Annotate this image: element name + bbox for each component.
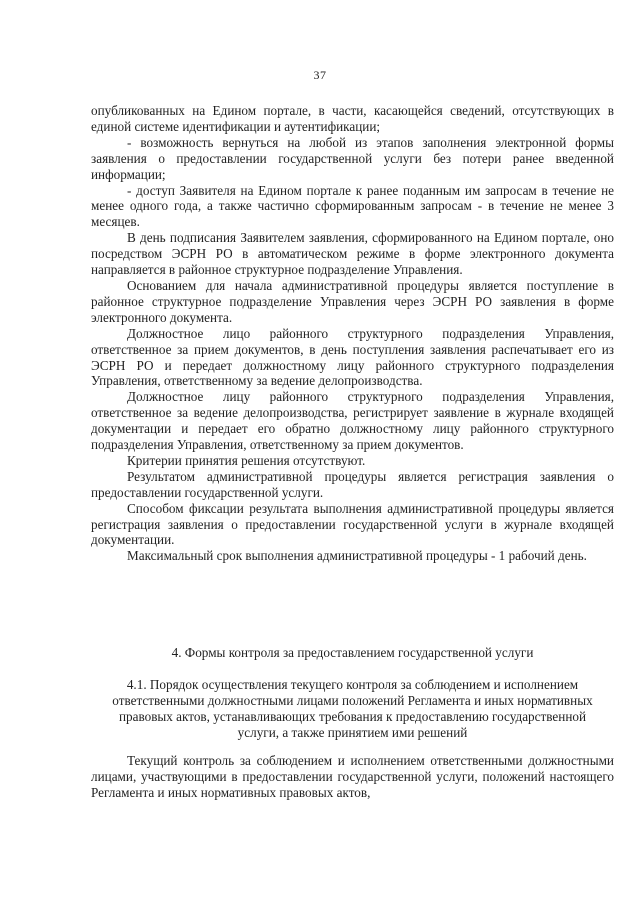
document-body xyxy=(91,103,614,564)
paragraph: опубликованных на Едином портале, в части, касающейся сведений, отсутствующих в единой системе идентификации и аутентификации; xyxy=(91,103,614,134)
section-heading: 4. Формы контроля за предоставлением государственной услуги xyxy=(171,645,534,660)
paragraph: Результатом административной процедуры является регистрация заявления о предоставлении государственной услуги. xyxy=(91,468,614,500)
closing-section xyxy=(91,753,614,801)
paragraph: Должностное лицу районного структурного подразделения Управления, ответственное за ведение делопроизводства, регистрирует заявление в журнале входящей документации и передает его обратно должностному лицу районного структурного подразделения Управления, ответственному за прием документов. xyxy=(91,389,614,453)
paragraph: Способом фиксации результата выполнения административной процедуры является регистрация заявления о предоставлении государственной услуги в журнале входящей документации. xyxy=(91,500,614,548)
page-number: 37 xyxy=(313,68,327,82)
paragraph: Основанием для начала административной процедуры является поступление в районное структурное подразделение Управления через ЭСРН РО заявления в форме электронного документа. xyxy=(91,277,614,325)
paragraph: Должностное лицо районного структурного подразделения Управления, ответственное за прием документов, в день поступления заявления распечатывает его из ЭСРН РО и передает должностному лицу районного структурного подразделения Управления, ответственному за ведение делопроизводства. xyxy=(91,325,614,389)
paragraph: Критерии принятия решения отсутствуют. xyxy=(127,452,366,468)
closing-paragraph: Текущий контроль за соблюдением и исполнением ответственными должностными лицами, участвующими в предоставлении государственной услуги, положений настоящего Регламента и иных нормативных правовых актов, xyxy=(91,753,614,800)
subsection-heading: 4.1. Порядок осуществления текущего контроля за соблюдением и исполнением ответственными должностными лицами положений Регламента и иных нормативных правовых актов, устанавливающих требования к предоставлению государственной услуги, а также принятием ими решений xyxy=(112,677,593,740)
paragraph: В день подписания Заявителем заявления, сформированного на Едином портале, оно посредством ЭСРН РО в автоматическом режиме в форме электронного документа направляется в районное структурное подразделение Управления. xyxy=(91,230,614,278)
list-item-bullet: - возможность вернуться на любой из этапов заполнения электронной формы заявления о предоставлении государственной услуги без потери ранее введенной информации; xyxy=(91,134,614,182)
list-item-bullet: - доступ Заявителя на Едином портале к ранее поданным им запросам в течение не менее одного года, а также частично сформированным запросам - в течение не менее 3 месяцев. xyxy=(91,182,614,230)
paragraph: Максимальный срок выполнения административной процедуры - 1 рабочий день. xyxy=(127,548,587,564)
